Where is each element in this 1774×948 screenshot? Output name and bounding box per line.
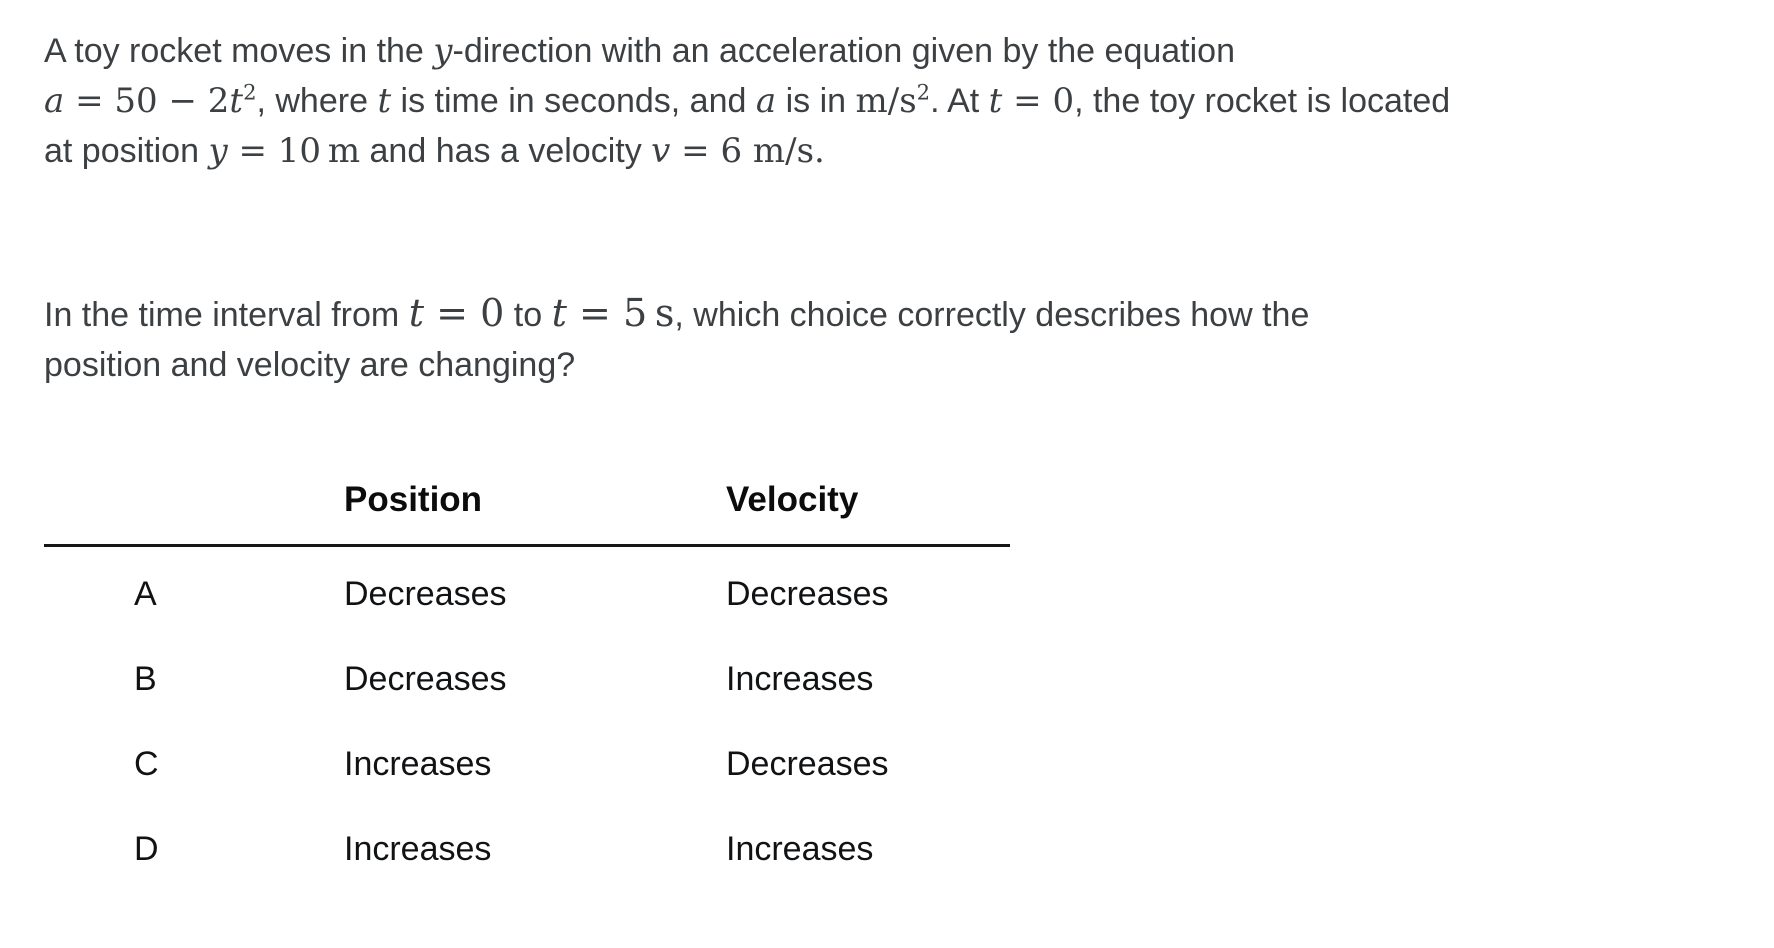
choice-position-cell: Increases <box>344 830 492 868</box>
math-run: = 0 <box>424 291 505 335</box>
choice-row-b[interactable] <box>44 637 1010 722</box>
math-run: y <box>208 131 228 171</box>
table-header-position: Position <box>344 480 483 519</box>
math-run: = 5 s <box>566 291 675 335</box>
problem-statement <box>44 26 1744 176</box>
question-text <box>44 288 1744 390</box>
math-run: a <box>44 81 65 121</box>
text-run: A toy rocket moves in the <box>44 32 434 70</box>
math-run: = 10 m <box>227 131 361 171</box>
text-run: , the toy rocket is located <box>1074 82 1451 120</box>
problem-statement-line <box>44 76 1744 126</box>
math-run: m/s <box>855 81 917 121</box>
choice-row-a[interactable] <box>44 552 1010 637</box>
text-run: In the time interval from <box>44 296 409 334</box>
text-run: -direction with an acceleration given by the equation <box>452 32 1235 70</box>
text-run: , which choice correctly describes how the <box>674 296 1310 334</box>
choice-velocity-cell: Decreases <box>726 575 889 613</box>
math-run: = 50 − 2 <box>64 81 230 121</box>
choice-velocity-cell: Increases <box>726 830 874 868</box>
choice-velocity-cell: Decreases <box>726 745 889 783</box>
choices-table-body <box>44 547 1010 892</box>
math-run: 2 <box>243 79 257 105</box>
question-line <box>44 288 1744 340</box>
text-run: and has a velocity <box>360 132 652 170</box>
problem-statement-line <box>44 26 1744 76</box>
question-line <box>44 340 1744 390</box>
math-run: t <box>408 291 424 335</box>
choice-letter: C <box>134 745 159 783</box>
choice-letter: D <box>134 830 159 868</box>
math-run: t <box>551 291 567 335</box>
choice-velocity-cell: Increases <box>726 660 874 698</box>
math-run: t <box>229 81 244 121</box>
math-run: t <box>988 81 1003 121</box>
math-run: v <box>651 131 671 171</box>
math-run: 2 <box>916 79 931 105</box>
math-run: = 0 <box>1002 81 1075 121</box>
table-header-velocity: Velocity <box>726 480 859 519</box>
text-run: is time in seconds, and <box>391 82 756 120</box>
choice-row-c[interactable] <box>44 722 1010 807</box>
choice-position-cell: Decreases <box>344 575 507 613</box>
choice-position-cell: Increases <box>344 745 492 783</box>
text-run: position and velocity are changing? <box>44 346 576 384</box>
text-run: . At <box>930 82 989 120</box>
math-run: t <box>377 81 392 121</box>
text-run: at position <box>44 132 209 170</box>
choice-row-d[interactable] <box>44 807 1010 892</box>
header-spacer-cell <box>44 476 344 524</box>
choice-letter: A <box>134 575 157 613</box>
math-run: a <box>755 81 777 121</box>
math-run: y <box>433 31 453 71</box>
text-run: to <box>504 296 552 334</box>
problem-statement-line <box>44 126 1744 176</box>
math-run: = 6 m/s. <box>670 131 825 171</box>
text-run: is in <box>776 82 856 120</box>
text-run: , where <box>256 82 378 120</box>
choices-table <box>44 476 1010 892</box>
choice-letter: B <box>134 660 157 698</box>
choices-table-header <box>44 476 1010 547</box>
choice-position-cell: Decreases <box>344 660 507 698</box>
